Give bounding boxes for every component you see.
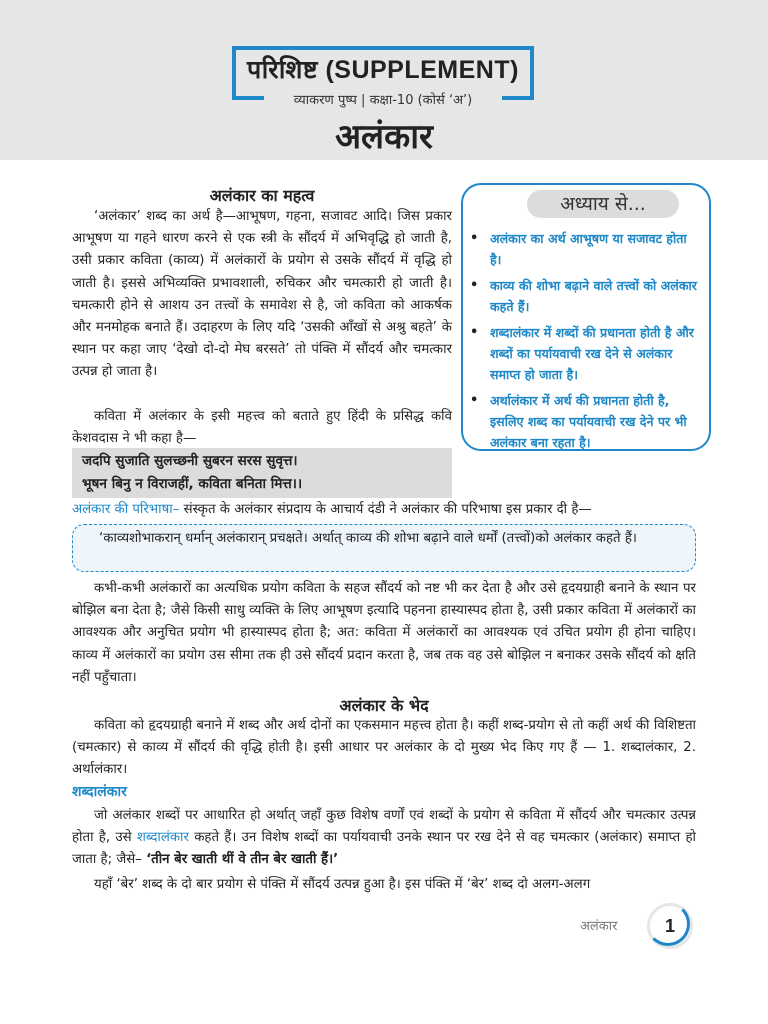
definition-text: संस्कृत के अलंकार संप्रदाय के आचार्य दंडी ने अलंकार की परिभाषा इस प्रकार दी है— [179, 502, 592, 517]
bullet-icon: • [470, 325, 479, 340]
definition-quote-box: ‘काव्यशोभाकरान् धर्मान् अलंकारान् प्रचक्षते। अर्थात् काव्य की शोभा बढ़ाने वाले धर्मों (तत्त्वों)को अलंकार कहते हैं। [72, 524, 696, 572]
ber-paragraph: यहाँ ‘बेर’ शब्द के दो बार प्रयोग से पंक्ति में सौंदर्य उत्पन्न हुआ है। इस पंक्ति में ‘बेर’ शब्द दो अलग-अलग [94, 877, 591, 892]
summary-point: • अर्थालंकार में अर्थ की प्रधानता होती है, इसलिए शब्द का पर्यायवाची रख देने पर भी अलंकार बना रहता है। [466, 390, 702, 453]
footer-chapter-label: अलंकार [580, 919, 618, 934]
summary-point: • शब्दालंकार में शब्दों की प्रधानता होती है और शब्दों का पर्यायवाची रख देने से अलंकार समाप्त हो जाता है। [466, 322, 702, 385]
summary-point: • अलंकार का अर्थ आभूषण या सजावट होता है। [466, 228, 702, 270]
summary-points [466, 228, 702, 458]
types-paragraph: कविता को हृदयग्राही बनाने में शब्द और अर्थ दोनों का एकसमान महत्त्व होता है। कहीं शब्द-प्रयोग से तो कहीं अर्थ की विशिष्टता (चमत्कार) से काव्य में सौंदर्य की वृद्धि होती है। इसी आधार पर अलंकार के दो मुख्य भेद किए गए हैं — 1. शब्दालंकार, 2. अर्थालंकार। [72, 718, 696, 778]
overuse-paragraph: कभी-कभी अलंकारों का अत्यधिक प्रयोग कविता के सहज सौंदर्य को नष्ट भी कर देता है और उसे हृदयग्राही बनाने के स्थान पर बोझिल बना देता है; जैसे किसी साधु व्यक्ति के लिए आभूषण इत्यादि पहनना हास्यास्पद होता है, उसी प्रकार कविता में अलंकारों का आवश्यक और अनुचित प्रयोग भी हास्यास्पद होता है; अत: कविता में अलंकारों का आवश्यक एवं उचित प्रयोग ही होना चाहिए। काव्य में अलंकारों का प्रयोग उस सीमा तक ही उसे सौंदर्य प्रदान करता है, जब तक वह उसे बोझिल न बनाकर उसके सौंदर्य को क्षति नहीं पहुँचाता। [72, 581, 696, 685]
verse-line-1: जदपि सुजाति सुलच्छनी सुबरन सरस सुवृत्त। [82, 453, 298, 469]
page-number-arc [646, 902, 690, 946]
shabdalankar-term: शब्दालंकार [136, 830, 189, 846]
supplement-subtitle: व्याकरण पुष्प | कक्षा-10 (कोर्स ‘अ’) [293, 93, 473, 108]
importance-paragraph: ‘अलंकार’ शब्द का अर्थ है—आभूषण, गहना, सजावट आदि। जिस प्रकार आभूषण या गहने धारण करने से एक स्त्री के सौंदर्य में अभिवृद्धि हो जाती है, उसी प्रकार कविता (काव्य) में अलंकारों के प्रयोग से उसके सौंदर्य में वृद्धि हो जाती है। इससे अभिव्यक्ति प्रभावशाली, रुचिकर और चमत्कारी हो जाती है। चमत्कारी होने से आशय उन तत्त्वों के समावेश से है, जो कविता को आकर्षक और मनमोहक बनाते हैं। उदाहरण के लिए यदि ‘उसकी आँखों से अश्रु बहते’ के स्थान पर कहा जाए ‘देखो दो-दो मेघ बरसते’ तो पंक्ति में सौंदर्य और चमत्कार उत्पन्न हो जाता है। [72, 209, 452, 380]
subheading-shabdalankar: शब्दालंकार [72, 784, 127, 800]
page-number: 1 [650, 906, 690, 946]
definition-line [72, 499, 696, 521]
chapter-title: अलंकार [335, 117, 433, 157]
definition-label: अलंकार की परिभाषा– [72, 502, 180, 517]
section-heading-types: अलंकार के भेद [339, 696, 429, 715]
verse-line-2: भूषन बिनु न विराजहीं, कविता बनिता मित्त।। [82, 476, 303, 492]
section-heading-importance: अलंकार का महत्व [209, 186, 315, 205]
shabdalankar-paragraph: जो अलंकार शब्दों पर आधारित हो अर्थात् जहाँ कुछ विशेष वर्णों एवं शब्दों के प्रयोग से कविता में सौंदर्य और चमत्कार उत्पन्न होता है, उसे शब्दालंकार कहते हैं। उन विशेष शब्दों का पर्यायवाची उनके स्थान पर रख देने से वह चमत्कार (अलंकार) समाप्त हो जाता है; जैसे– ‘तीन बेर खाती थीं वे तीन बेर खाती हैं।’ [72, 808, 696, 868]
example-line: ‘तीन बेर खाती थीं वे तीन बेर खाती हैं।’ [146, 852, 339, 868]
supplement-title: परिशिष्ट (SUPPLEMENT) [247, 56, 519, 84]
bullet-icon: • [470, 231, 479, 246]
bullet-icon: • [470, 393, 479, 408]
summary-title: अध्याय से... [560, 193, 646, 215]
summary-title-pill [527, 190, 679, 218]
bullet-icon: • [470, 278, 479, 293]
verse-block [72, 448, 452, 498]
summary-point: • काव्य की शोभा बढ़ाने वाले तत्त्वों को अलंकार कहते हैं। [466, 275, 702, 317]
keshavdas-intro: कविता में अलंकार के इसी महत्त्व को बताते हुए हिंदी के प्रसिद्ध कवि केशवदास ने भी कहा है— [72, 409, 452, 447]
